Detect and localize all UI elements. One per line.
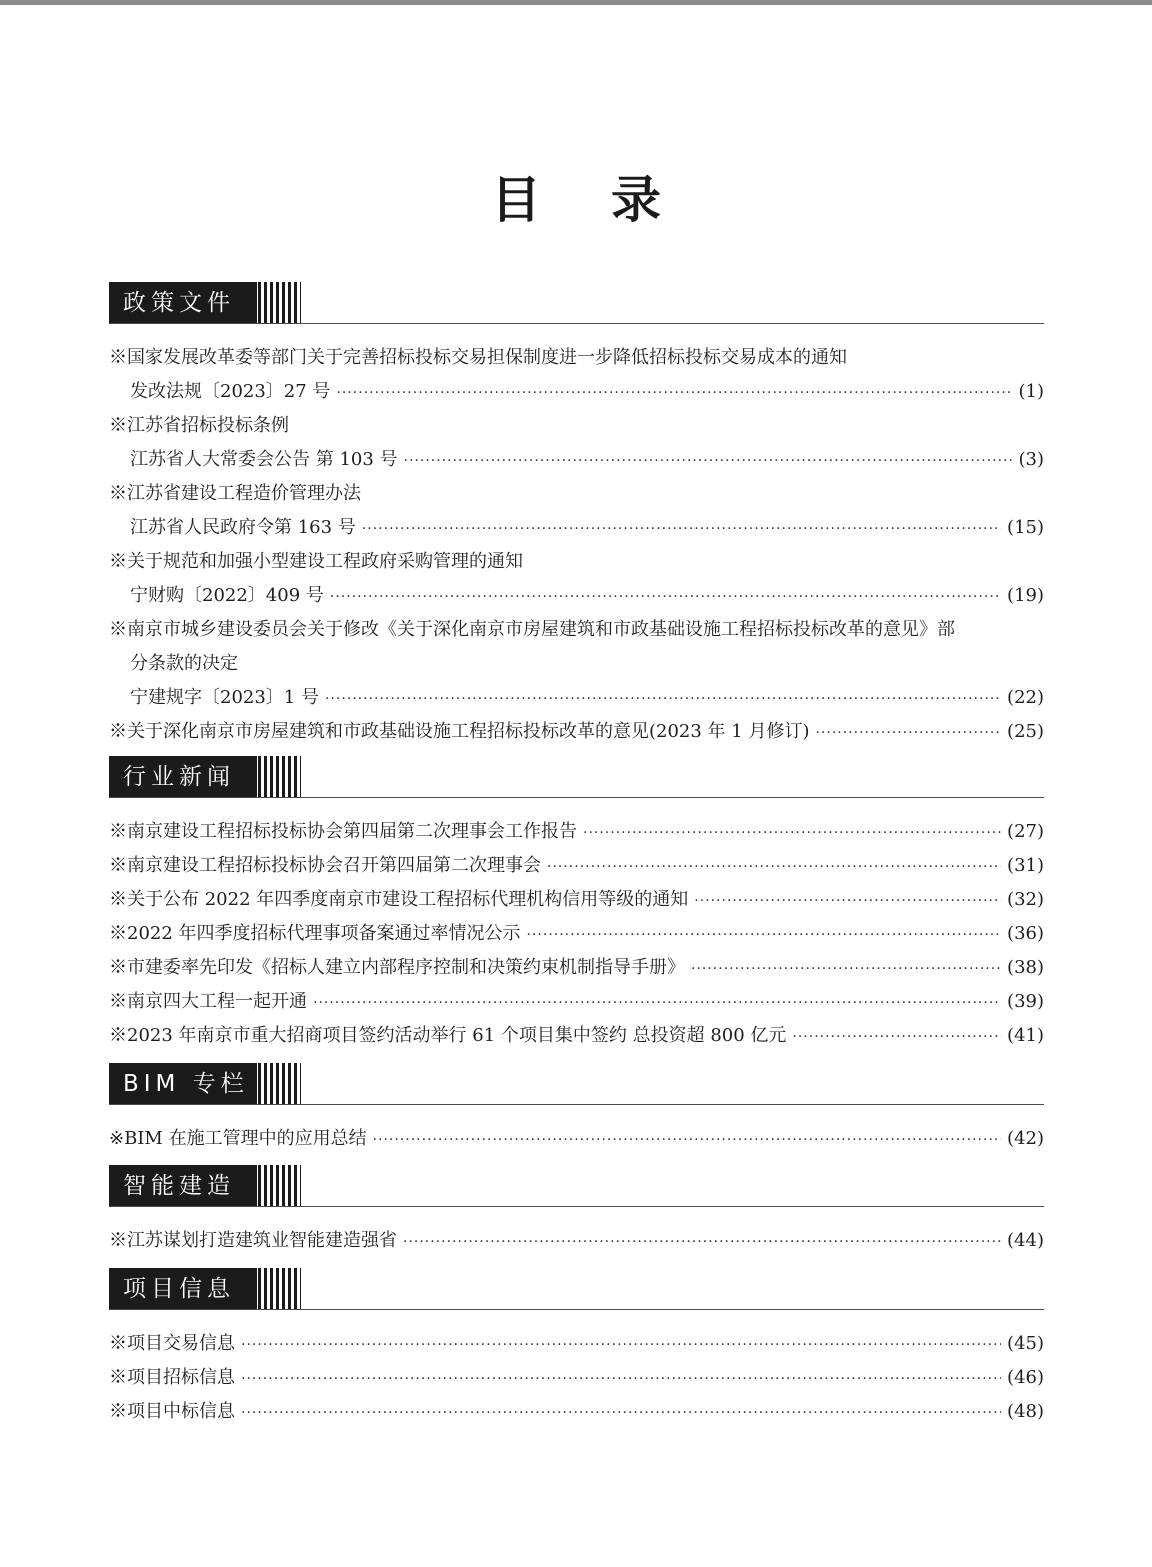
page-number: (41) [1007,1025,1044,1046]
section-label: 行业新闻 [109,756,257,798]
entry-title-line [109,545,1044,579]
entry-doc-number: 宁财购〔2022〕409 号 [130,585,324,606]
entry-doc-number-line [109,681,1044,715]
dot-leader [691,952,1001,986]
section-header [109,756,1044,798]
entry-title: ※市建委率先印发《招标人建立内部程序控制和决策约束机制指导手册》 [109,957,685,978]
dot-leader [313,986,1001,1020]
entry-title-continued: 分条款的决定 [130,653,238,674]
entry-title-line [109,715,1044,749]
section-rule [109,1206,1044,1207]
toc-entry[interactable] [109,1327,1044,1361]
entry-title-line [109,1224,1044,1258]
page-number: (38) [1007,957,1044,978]
entry-doc-number: 江苏省人大常委会公告 第 103 号 [130,449,398,470]
dot-leader [583,816,1001,850]
toc-entry[interactable] [109,917,1044,951]
entry-title: ※项目招标信息 [109,1367,235,1388]
entry-title-line [109,1327,1044,1361]
entry-title-line [109,1395,1044,1429]
entry-list [109,1327,1044,1429]
toc-section [109,1165,1044,1258]
toc-entry[interactable] [109,815,1044,849]
section-header [109,1165,1044,1207]
section-stripes-decoration [258,1268,301,1310]
section-rule [109,1309,1044,1310]
entry-title: ※江苏省建设工程造价管理办法 [109,483,361,504]
entry-doc-number: 宁建规字〔2023〕1 号 [130,687,319,708]
entry-title: ※2022 年四季度招标代理事项备案通过率情况公示 [109,923,521,944]
dot-leader [792,1020,1001,1054]
toc-entry[interactable] [109,715,1044,749]
toc-entry[interactable] [109,1395,1044,1429]
section-label: BIM 专栏 [109,1063,257,1105]
entry-doc-number: 江苏省人民政府令第 163 号 [130,517,356,538]
entry-title-line [109,409,1044,443]
page-number: (25) [1007,721,1044,742]
toc-section [109,282,1044,749]
page-number: (19) [1007,585,1044,606]
toc-section [109,1268,1044,1429]
entry-title: ※南京四大工程一起开通 [109,991,307,1012]
page-number: (44) [1007,1230,1044,1251]
entry-doc-number-line [109,511,1044,545]
page-number: (36) [1007,923,1044,944]
entry-title-line [109,1122,1044,1156]
entry-title: ※关于公布 2022 年四季度南京市建设工程招标代理机构信用等级的通知 [109,889,689,910]
section-label: 项目信息 [109,1268,257,1310]
entry-list [109,1224,1044,1258]
entry-title: ※江苏省招标投标条例 [109,415,289,436]
toc-entry[interactable] [109,849,1044,883]
toc-entry[interactable] [109,1224,1044,1258]
toc-entry[interactable] [109,883,1044,917]
toc-entry[interactable] [109,1122,1044,1156]
page-number: (48) [1007,1401,1044,1422]
page-number: (32) [1007,889,1044,910]
dot-leader [547,850,1001,884]
entry-doc-number: 发改法规〔2023〕27 号 [130,381,331,402]
dot-leader [241,1362,1001,1396]
page-number: (3) [1018,449,1044,470]
entry-title: ※南京市城乡建设委员会关于修改《关于深化南京市房屋建筑和市政基础设施工程招标投标改革的意见》部 [109,619,955,640]
entry-title-line [109,815,1044,849]
entry-title-line [109,985,1044,1019]
dot-leader [330,580,1001,614]
section-header [109,1268,1044,1310]
entry-title-line [109,613,1044,647]
entry-title-line [109,917,1044,951]
entry-title-line [109,1361,1044,1395]
toc-entry[interactable] [109,545,1044,613]
section-stripes-decoration [258,282,301,324]
entry-title: ※关于规范和加强小型建设工程政府采购管理的通知 [109,551,523,572]
entry-doc-number-line [109,579,1044,613]
toc-entry[interactable] [109,1361,1044,1395]
section-stripes-decoration [258,1165,301,1207]
entry-title: ※项目交易信息 [109,1333,235,1354]
entry-list [109,341,1044,749]
page-number: (45) [1007,1333,1044,1354]
page-title: 目录 [491,170,731,229]
entry-title-line [109,849,1044,883]
entry-title-line-continued [109,647,1044,681]
dot-leader [527,918,1002,952]
entry-list [109,1122,1044,1156]
dot-leader [241,1396,1001,1430]
page-number: (46) [1007,1367,1044,1388]
section-header [109,282,1044,324]
dot-leader [325,682,1001,716]
toc-section [109,756,1044,1053]
toc-entry[interactable] [109,613,1044,715]
toc-section [109,1063,1044,1156]
top-border [0,0,1152,5]
entry-title: ※关于深化南京市房屋建筑和市政基础设施工程招标投标改革的意见(2023 年 1 月修订) [109,721,810,742]
dot-leader [241,1328,1001,1362]
toc-entry[interactable] [109,1019,1044,1053]
section-header [109,1063,1044,1105]
page-number: (1) [1018,381,1044,402]
section-rule [109,1104,1044,1105]
entry-doc-number-line [109,375,1044,409]
page-number: (42) [1007,1128,1044,1149]
page-number: (27) [1007,821,1044,842]
section-label: 智能建造 [109,1165,257,1207]
entry-title: ※项目中标信息 [109,1401,235,1422]
dot-leader [694,884,1001,918]
entry-title-line [109,341,1044,375]
entry-title: ※南京建设工程招标投标协会召开第四届第二次理事会 [109,855,541,876]
entry-title-line [109,951,1044,985]
section-stripes-decoration [258,756,301,798]
page-number: (39) [1007,991,1044,1012]
dot-leader [403,1225,1001,1259]
page-number: (22) [1007,687,1044,708]
section-rule [109,323,1044,324]
entry-doc-number-line [109,443,1044,477]
entry-title: ※2023 年南京市重大招商项目签约活动举行 61 个项目集中签约 总投资超 800 亿元 [109,1025,787,1046]
page-number: (15) [1007,517,1044,538]
dot-leader [336,376,1012,410]
dot-leader [362,512,1001,546]
dot-leader [373,1123,1001,1157]
dot-leader [404,444,1013,478]
toc-entry[interactable] [109,985,1044,1019]
toc-entry[interactable] [109,341,1044,409]
entry-title: ※BIM 在施工管理中的应用总结 [109,1128,367,1149]
entry-title: ※江苏谋划打造建筑业智能建造强省 [109,1230,397,1251]
entry-title: ※南京建设工程招标投标协会第四届第二次理事会工作报告 [109,821,577,842]
toc-entry[interactable] [109,951,1044,985]
section-label: 政策文件 [109,282,257,324]
page-number: (31) [1007,855,1044,876]
section-rule [109,797,1044,798]
dot-leader [815,716,1001,750]
entry-title: ※国家发展改革委等部门关于完善招标投标交易担保制度进一步降低招标投标交易成本的通知 [109,347,847,368]
entry-title-line [109,883,1044,917]
section-stripes-decoration [258,1063,301,1105]
toc-entry[interactable] [109,409,1044,477]
entry-title-line [109,477,1044,511]
entry-list [109,815,1044,1053]
entry-title-line [109,1019,1044,1053]
toc-entry[interactable] [109,477,1044,545]
